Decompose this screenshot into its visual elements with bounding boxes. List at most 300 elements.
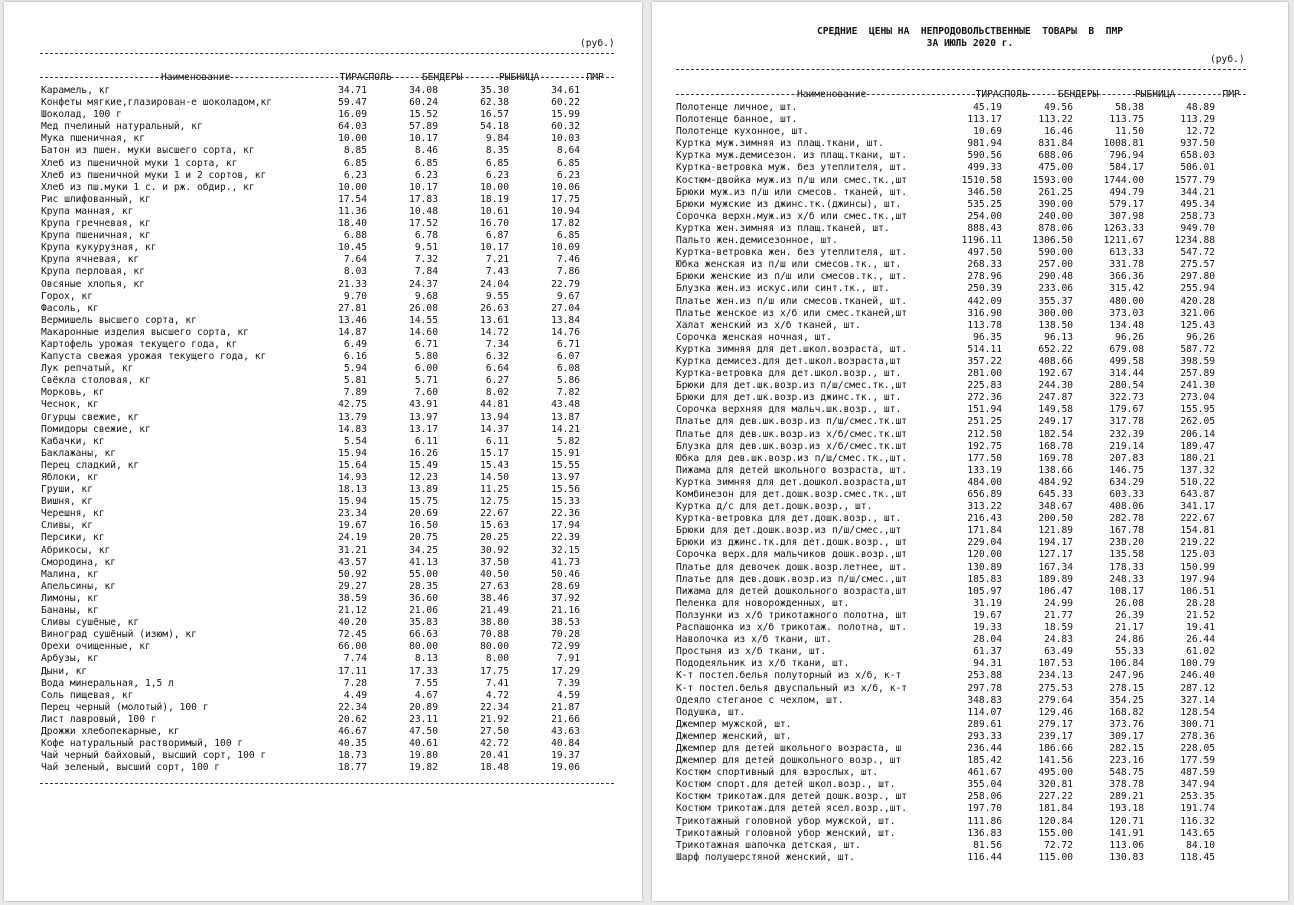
price-pmr: 10.09 — [551, 242, 580, 254]
table-row — [41, 702, 613, 714]
table-row — [41, 508, 613, 520]
table-row — [41, 629, 613, 641]
table-row — [676, 392, 1246, 404]
item-name: Дыни, кг — [41, 665, 88, 677]
price-bendery: 19.80 — [409, 750, 438, 762]
item-name: Трикотажный головной убор мужской, шт. — [676, 815, 896, 827]
price-pmr: 258.73 — [1180, 210, 1215, 222]
price-tiraspol: 17.54 — [338, 193, 367, 205]
price-bendery: 6.00 — [414, 363, 438, 375]
price-pmr: 26.44 — [1186, 634, 1215, 646]
price-bendery: 1306.50 — [1032, 235, 1073, 247]
item-name: Сливы, кг — [41, 520, 93, 532]
table-row — [676, 211, 1246, 223]
price-bendery: 186.66 — [1038, 742, 1073, 754]
price-bendery: 6.11 — [414, 435, 438, 447]
price-pmr: 43.48 — [551, 399, 580, 411]
price-bendery: 20.69 — [409, 508, 438, 520]
price-bendery: 19.82 — [409, 762, 438, 774]
item-name: Батон из пшен. муки высшего сорта, кг — [41, 145, 255, 157]
table-row — [676, 199, 1246, 211]
item-name: Мед пчелиный натуральный, кг — [41, 121, 203, 133]
price-rybnitsa: 354.25 — [1109, 694, 1144, 706]
table-row — [676, 126, 1246, 138]
header-tiraspol: ТИРАСПОЛЬ — [339, 72, 392, 83]
price-pmr: 22.79 — [551, 278, 580, 290]
item-name: Горох, кг — [41, 290, 93, 302]
price-rybnitsa: 9.84 — [485, 133, 509, 145]
price-pmr: 48.89 — [1186, 102, 1215, 113]
price-tiraspol: 18.40 — [338, 218, 367, 230]
table-row — [676, 150, 1246, 162]
item-name: Платье для девочек дошк.возр.летнее, шт. — [676, 561, 908, 573]
price-tiraspol: 10.45 — [338, 242, 367, 254]
price-tiraspol: 18.73 — [338, 750, 367, 762]
price-tiraspol: 130.89 — [967, 561, 1002, 573]
price-rybnitsa: 12.75 — [480, 496, 509, 508]
item-name: Кабачки, кг — [41, 435, 105, 447]
table-row — [676, 235, 1246, 247]
price-pmr: 177.59 — [1180, 755, 1215, 767]
price-tiraspol: 81.56 — [973, 839, 1002, 851]
price-rybnitsa: 219.14 — [1109, 440, 1144, 452]
price-tiraspol: 43.57 — [338, 556, 367, 568]
price-rybnitsa: 7.43 — [485, 266, 509, 278]
price-tiraspol: 59.47 — [338, 97, 367, 109]
price-rybnitsa: 18.19 — [480, 193, 509, 205]
price-tiraspol: 484.00 — [967, 476, 1002, 488]
item-name: Юбка для дев.шк.возр.из п/ш/смес.тк.,шт. — [676, 452, 908, 464]
price-pmr: 257.89 — [1180, 368, 1215, 380]
table-row — [676, 828, 1246, 840]
price-tiraspol: 7.89 — [343, 387, 367, 399]
price-rybnitsa: 6.11 — [485, 435, 509, 447]
price-bendery: 16.50 — [409, 520, 438, 532]
price-tiraspol: 34.71 — [338, 85, 367, 96]
price-bendery: 18.59 — [1044, 622, 1073, 634]
price-pmr: 17.75 — [551, 193, 580, 205]
table-row — [676, 380, 1246, 392]
item-name: Конфеты мягкие,глазирован-е шоколадом,кг — [41, 97, 273, 109]
table-row — [676, 670, 1246, 682]
table-top-rule — [676, 69, 1246, 71]
item-name: Трикотажный головной убор женский, шт. — [676, 827, 896, 839]
price-pmr: 547.72 — [1180, 247, 1215, 259]
price-bendery: 21.06 — [409, 605, 438, 617]
price-pmr: 72.99 — [551, 641, 580, 653]
price-rybnitsa: 179.67 — [1109, 404, 1144, 416]
price-pmr: 191.74 — [1180, 803, 1215, 815]
table-row — [41, 448, 613, 460]
price-pmr: 495.34 — [1180, 198, 1215, 210]
table-row — [676, 852, 1246, 864]
price-bendery: 17.83 — [409, 193, 438, 205]
price-rybnitsa: 135.58 — [1109, 549, 1144, 561]
price-tiraspol: 151.94 — [967, 404, 1002, 416]
table-row — [41, 520, 613, 532]
price-rybnitsa: 106.84 — [1109, 658, 1144, 670]
price-pmr: 32.15 — [551, 544, 580, 556]
price-rybnitsa: 634.29 — [1109, 476, 1144, 488]
item-name: Джемпер для детей дошкольного возр., шт — [676, 755, 902, 767]
price-rybnitsa: 11.50 — [1115, 126, 1144, 138]
table-row — [676, 271, 1246, 283]
price-bendery: 7.84 — [414, 266, 438, 278]
price-pmr: 15.55 — [551, 459, 580, 471]
item-name: Ползунки из х/б трикотажного полотна, шт — [676, 609, 908, 621]
price-bendery: 60.24 — [409, 97, 438, 109]
price-pmr: 341.17 — [1180, 501, 1215, 513]
item-name: Брюки из джинс.тк.для дет.дошк.возр., шт — [676, 537, 908, 549]
price-bendery: 495.00 — [1038, 767, 1073, 779]
price-pmr: 7.39 — [556, 677, 580, 689]
table-row — [676, 695, 1246, 707]
price-rybnitsa: 9.55 — [485, 290, 509, 302]
price-tiraspol: 7.64 — [343, 254, 367, 266]
price-tiraspol: 16.09 — [338, 109, 367, 121]
price-bendery: 239.17 — [1038, 730, 1073, 742]
table-row — [41, 182, 613, 194]
price-pmr: 10.06 — [551, 181, 580, 193]
table-row — [676, 175, 1246, 187]
price-rybnitsa: 37.50 — [480, 556, 509, 568]
table-row — [41, 678, 613, 690]
price-rybnitsa: 44.81 — [480, 399, 509, 411]
price-tiraspol: 14.93 — [338, 472, 367, 483]
price-bendery: 66.63 — [409, 629, 438, 641]
price-tiraspol: 10.69 — [973, 126, 1002, 138]
price-pmr: 154.81 — [1180, 525, 1215, 537]
table-row — [41, 569, 613, 581]
price-rybnitsa: 373.03 — [1109, 307, 1144, 319]
table-row — [676, 283, 1246, 295]
table-row — [676, 320, 1246, 332]
table-row — [41, 666, 613, 678]
table-row — [676, 598, 1246, 610]
item-name: Куртка зимняя для дет.дошкол.возраста,шт — [676, 476, 908, 488]
price-tiraspol: 289.61 — [967, 718, 1002, 730]
price-tiraspol: 6.88 — [343, 230, 367, 242]
price-bendery: 320.81 — [1038, 779, 1073, 791]
table-row — [41, 617, 613, 629]
header-bendery: БЕНДЕРЫ — [421, 72, 463, 83]
price-bendery: 9.68 — [414, 290, 438, 302]
price-rybnitsa: 1008.81 — [1103, 138, 1144, 150]
price-tiraspol: 23.34 — [338, 508, 367, 520]
item-name: Рис шлифованный, кг — [41, 193, 151, 205]
item-name: Вермишель высшего сорта, кг — [41, 314, 197, 326]
table-row — [41, 303, 613, 315]
item-name: Куртка д/с для дет.дошк.возр., шт. — [676, 501, 873, 513]
price-tiraspol: 19.67 — [338, 520, 367, 532]
price-pmr: 5.86 — [556, 375, 580, 387]
item-name: Дрожжи хлебопекарные, кг — [41, 725, 180, 737]
item-name: Пальто жен.демисезонное, шт. — [676, 235, 838, 247]
price-tiraspol: 216.43 — [967, 513, 1002, 525]
item-name: Платье жен.из п/ш или смесов.тканей, шт. — [676, 295, 908, 307]
price-tiraspol: 24.19 — [338, 532, 367, 544]
price-rybnitsa: 26.08 — [1115, 597, 1144, 609]
item-name: Карамель, кг — [41, 85, 111, 96]
table-row — [676, 453, 1246, 465]
price-pmr: 37.92 — [551, 592, 580, 604]
price-bendery: 63.49 — [1044, 646, 1073, 658]
price-tiraspol: 357.22 — [967, 355, 1002, 367]
table-row — [676, 707, 1246, 719]
item-name: Комбинезон для дет.дошк.возр.смес.тк.,шт — [676, 489, 908, 500]
price-rybnitsa: 35.30 — [480, 85, 509, 96]
price-rybnitsa: 80.00 — [480, 641, 509, 653]
item-name: Сливы сушёные, кг — [41, 617, 140, 629]
table-row — [676, 223, 1246, 235]
price-rybnitsa: 21.92 — [480, 713, 509, 725]
price-pmr: 84.10 — [1186, 839, 1215, 851]
price-pmr: 22.39 — [551, 532, 580, 544]
item-name: Брюки для дет.дошк.возр.из п/ш/смес.,шт — [676, 525, 902, 537]
price-pmr: 297.80 — [1180, 271, 1215, 283]
table-row — [41, 762, 613, 774]
item-name: Овсяные хлопья, кг — [41, 278, 145, 290]
price-pmr: 60.32 — [551, 121, 580, 133]
price-tiraspol: 136.83 — [967, 827, 1002, 839]
price-tiraspol: 185.42 — [967, 755, 1002, 767]
table-row — [41, 279, 613, 291]
item-name: Пеленка для новорожденных, шт. — [676, 597, 850, 609]
price-rybnitsa: 70.88 — [480, 629, 509, 641]
price-bendery: 279.17 — [1038, 718, 1073, 730]
price-tiraspol: 8.03 — [343, 266, 367, 278]
price-tiraspol: 72.45 — [338, 629, 367, 641]
price-rybnitsa: 1263.33 — [1103, 222, 1144, 234]
price-bendery: 43.91 — [409, 399, 438, 411]
price-bendery: 49.56 — [1044, 102, 1073, 113]
table-row — [676, 622, 1246, 634]
table-row — [41, 218, 613, 230]
item-name: Брюки муж.из п/ш или смесов. тканей, шт. — [676, 186, 908, 198]
price-tiraspol: 590.56 — [967, 150, 1002, 162]
price-tiraspol: 31.21 — [338, 544, 367, 556]
price-pmr: 106.51 — [1180, 585, 1215, 597]
table-row — [41, 750, 613, 762]
price-bendery: 355.37 — [1038, 295, 1073, 307]
price-tiraspol: 111.86 — [967, 815, 1002, 827]
item-name: Сорочка верхн.муж.из х/б или смес.тк.,шт — [676, 210, 908, 222]
price-bendery: 149.58 — [1038, 404, 1073, 416]
price-pmr: 253.35 — [1180, 791, 1215, 803]
price-tiraspol: 120.00 — [967, 549, 1002, 561]
table-row — [676, 525, 1246, 537]
price-bendery: 13.97 — [409, 411, 438, 423]
table-row — [41, 472, 613, 484]
price-tiraspol: 14.83 — [338, 423, 367, 435]
item-name: Перец черный (молотый), 100 г — [41, 701, 209, 713]
price-tiraspol: 5.81 — [343, 375, 367, 387]
item-name: Лук репчатый, кг — [41, 363, 134, 375]
price-bendery: 115.00 — [1038, 851, 1073, 863]
price-pmr: 219.22 — [1180, 537, 1215, 549]
price-pmr: 15.99 — [551, 109, 580, 121]
price-pmr: 262.05 — [1180, 416, 1215, 428]
price-pmr: 1234.88 — [1174, 235, 1215, 247]
price-bendery: 55.00 — [409, 568, 438, 580]
table-row — [676, 404, 1246, 416]
price-tiraspol: 192.75 — [967, 440, 1002, 452]
table-row — [41, 641, 613, 653]
price-pmr: 10.03 — [551, 133, 580, 145]
price-tiraspol: 113.17 — [967, 114, 1002, 126]
item-name: Смородина, кг — [41, 556, 117, 568]
price-rybnitsa: 27.50 — [480, 725, 509, 737]
price-rybnitsa: 24.04 — [480, 278, 509, 290]
price-tiraspol: 18.13 — [338, 484, 367, 496]
price-bendery: 138.50 — [1038, 319, 1073, 331]
price-rybnitsa: 42.72 — [480, 738, 509, 750]
price-bendery: 261.25 — [1038, 186, 1073, 198]
table-row — [41, 496, 613, 508]
price-pmr: 587.72 — [1180, 343, 1215, 355]
price-pmr: 21.52 — [1186, 609, 1215, 621]
item-name: Куртка-ветровка для дет.школ.возр., шт. — [676, 368, 902, 380]
price-rybnitsa: 26.63 — [480, 302, 509, 314]
price-bendery: 24.37 — [409, 278, 438, 290]
item-name: Лимоны, кг — [41, 592, 99, 604]
table-row — [41, 387, 613, 399]
price-bendery: 16.26 — [409, 447, 438, 459]
item-name: Орехи очищенные, кг — [41, 641, 151, 653]
price-bendery: 20.75 — [409, 532, 438, 544]
price-bendery: 24.99 — [1044, 597, 1073, 609]
price-tiraspol: 6.85 — [343, 157, 367, 169]
table-row — [676, 247, 1246, 259]
table-row — [41, 424, 613, 436]
price-tiraspol: 346.50 — [967, 186, 1002, 198]
price-tiraspol: 9.70 — [343, 290, 367, 302]
price-pmr: 41.73 — [551, 556, 580, 568]
header-pmr: ПМР — [586, 72, 604, 83]
price-pmr: 38.53 — [551, 617, 580, 629]
table-row — [41, 399, 613, 411]
price-pmr: 222.67 — [1180, 513, 1215, 525]
price-rybnitsa: 6.64 — [485, 363, 509, 375]
price-rybnitsa: 130.83 — [1109, 851, 1144, 863]
table-row — [676, 501, 1246, 513]
price-rybnitsa: 11.25 — [480, 484, 509, 496]
item-name: Крупа манная, кг — [41, 205, 134, 217]
price-bendery: 16.46 — [1044, 126, 1073, 138]
price-pmr: 22.36 — [551, 508, 580, 520]
price-bendery: 8.46 — [414, 145, 438, 157]
price-pmr: 96.26 — [1186, 331, 1215, 343]
price-pmr: 13.84 — [551, 314, 580, 326]
item-name: Вишня, кг — [41, 496, 93, 508]
price-rybnitsa: 247.96 — [1109, 670, 1144, 682]
item-name: Пододеяльник из х/б ткани, шт. — [676, 658, 850, 670]
item-name: Капуста свежая урожая текущего года, кг — [41, 351, 267, 363]
table-row — [676, 646, 1246, 658]
item-name: Макаронные изделия высшего сорта, кг — [41, 326, 249, 338]
price-tiraspol: 535.25 — [967, 198, 1002, 210]
price-bendery: 23.11 — [409, 713, 438, 725]
item-name: Морковь, кг — [41, 387, 105, 399]
price-pmr: 6.85 — [556, 230, 580, 242]
price-rybnitsa: 494.79 — [1109, 186, 1144, 198]
price-bendery: 652.22 — [1038, 343, 1073, 355]
price-pmr: 321.06 — [1180, 307, 1215, 319]
price-bendery: 234.13 — [1038, 670, 1073, 682]
item-name: Наволочка из х/б ткани, шт. — [676, 634, 832, 646]
price-pmr: 9.67 — [556, 290, 580, 302]
price-tiraspol: 254.00 — [967, 210, 1002, 222]
table-row — [676, 658, 1246, 670]
header-name: Наименование — [160, 72, 231, 83]
price-bendery: 279.64 — [1038, 694, 1073, 706]
price-bendery: 484.92 — [1038, 476, 1073, 488]
price-pmr: 125.03 — [1180, 549, 1215, 561]
item-name: К-т постел.белья полуторный из х/б, к-т — [676, 670, 902, 682]
price-tiraspol: 442.09 — [967, 295, 1002, 307]
price-pmr: 15.91 — [551, 447, 580, 459]
table-row — [676, 586, 1246, 598]
item-name: Джемпер мужской, шт. — [676, 718, 792, 730]
item-name: Джемпер женский, шт. — [676, 730, 792, 742]
document-period: ЗА ИЮЛЬ 2020 г. — [926, 38, 1014, 49]
price-pmr: 344.21 — [1180, 186, 1215, 198]
item-name: Костюм спорт.для детей школ.возр., шт. — [676, 779, 896, 791]
table-row — [41, 581, 613, 593]
table-row — [676, 102, 1246, 114]
item-name: Костюм трикотаж.для детей дошк.возр., шт — [676, 791, 908, 803]
price-tiraspol: 251.25 — [967, 416, 1002, 428]
price-rybnitsa: 373.76 — [1109, 718, 1144, 730]
price-tiraspol: 31.19 — [973, 597, 1002, 609]
price-bendery: 390.00 — [1038, 198, 1073, 210]
price-pmr: 1577.79 — [1174, 174, 1215, 186]
item-name: Сорочка верхняя для мальч.шк.возр., шт. — [676, 404, 902, 416]
price-rybnitsa: 22.34 — [480, 701, 509, 713]
price-tiraspol: 18.77 — [338, 762, 367, 774]
price-bendery: 247.87 — [1038, 392, 1073, 404]
item-name: Джемпер для детей школьного возраста, ш — [676, 742, 902, 754]
price-bendery: 40.61 — [409, 738, 438, 750]
price-bendery: 138.66 — [1038, 464, 1073, 476]
item-name: Сорочка верх.для мальчиков дошк.возр.,шт — [676, 549, 908, 561]
price-rybnitsa: 167.78 — [1109, 525, 1144, 537]
price-pmr: 6.08 — [556, 363, 580, 375]
price-bendery: 107.53 — [1038, 658, 1073, 670]
price-tiraspol: 17.11 — [338, 665, 367, 677]
item-name: Хлеб из пш.муки 1 с. и рж. обдир., кг — [41, 181, 255, 193]
price-pmr: 27.04 — [551, 302, 580, 314]
price-tiraspol: 225.83 — [967, 380, 1002, 392]
price-bendery: 34.25 — [409, 544, 438, 556]
table-row — [41, 133, 613, 145]
price-pmr: 398.59 — [1180, 355, 1215, 367]
price-bendery: 34.08 — [409, 85, 438, 96]
table-row — [676, 332, 1246, 344]
left-page — [4, 2, 642, 901]
price-rybnitsa: 314.44 — [1109, 368, 1144, 380]
price-pmr: 7.91 — [556, 653, 580, 665]
item-name: Платье женское из х/б или смес.тканей,шт — [676, 307, 908, 319]
price-rybnitsa: 548.75 — [1109, 767, 1144, 779]
price-bendery: 831.84 — [1038, 138, 1073, 150]
table-row — [41, 206, 613, 218]
price-bendery: 348.67 — [1038, 501, 1073, 513]
price-bendery: 155.00 — [1038, 827, 1073, 839]
price-tiraspol: 258.06 — [967, 791, 1002, 803]
item-name: Виноград сушёный (изюм), кг — [41, 629, 197, 641]
item-name: Полотенце кухонное, шт. — [676, 126, 809, 138]
